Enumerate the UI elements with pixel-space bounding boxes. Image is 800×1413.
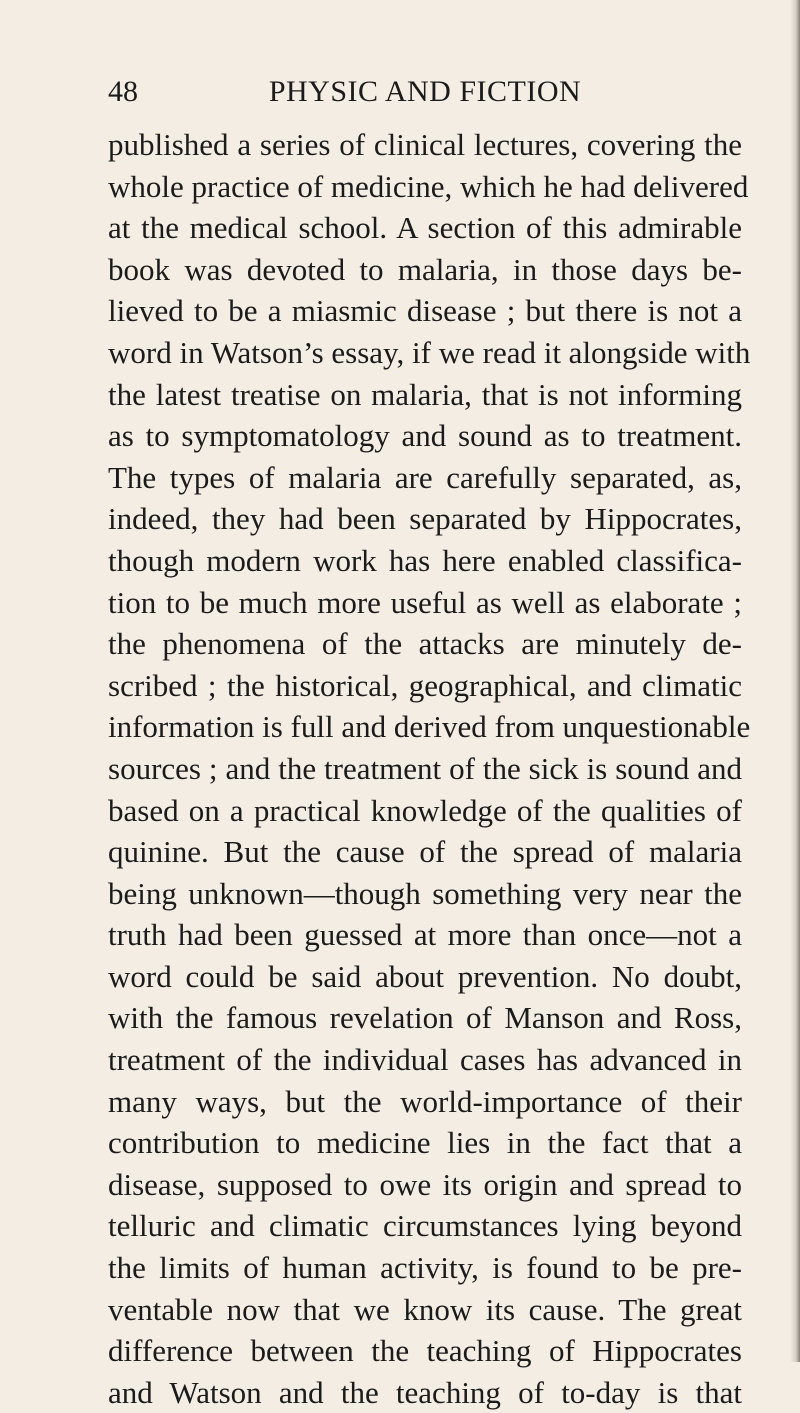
text-line: The types of malaria are carefully separated, as, bbox=[108, 459, 742, 495]
text-line: ventable now that we know its cause. The great bbox=[108, 1291, 742, 1327]
text-line: lieved to be a miasmic disease ; but there is not a bbox=[108, 293, 742, 329]
text-line: tion to be much more useful as well as elaborate ; bbox=[108, 584, 742, 620]
text-line: truth had been guessed at more than once—not a bbox=[108, 917, 742, 953]
text-line: word in Watson’s essay, if we read it alongside with bbox=[108, 334, 751, 370]
running-head: PHYSIC AND FICTION bbox=[268, 75, 582, 108]
text-line: whole practice of medicine, which he had delivered bbox=[108, 168, 749, 204]
text-line: sources ; and the treatment of the sick is sound and bbox=[108, 750, 742, 786]
text-line: disease, supposed to owe its origin and spread to bbox=[108, 1166, 742, 1202]
page-edge-shadow bbox=[790, 0, 800, 1362]
text-line: information is full and derived from unquestionable bbox=[108, 709, 751, 745]
text-line: many ways, but the world-importance of their bbox=[108, 1083, 742, 1119]
page-header bbox=[108, 72, 742, 112]
text-line: telluric and climatic circumstances lying beyond bbox=[108, 1208, 742, 1244]
page-number: 48 bbox=[108, 75, 138, 108]
text-line: indeed, they had been separated by Hippocrates, bbox=[108, 501, 742, 537]
text-line: and Watson and the teaching of to-day is that bbox=[108, 1374, 742, 1410]
text-line: at the medical school. A section of this admirable bbox=[108, 210, 742, 246]
text-line: published a series of clinical lectures, covering the bbox=[108, 127, 742, 162]
text-line: scribed ; the historical, geographical, and climatic bbox=[108, 667, 742, 703]
text-line: the latest treatise on malaria, that is not informing bbox=[108, 376, 742, 412]
body-text bbox=[108, 124, 751, 1413]
text-line: the limits of human activity, is found to be pre- bbox=[108, 1250, 742, 1286]
text-line: contribution to medicine lies in the fact that a bbox=[108, 1125, 742, 1161]
text-line: as to symptomatology and sound as to treatment. bbox=[108, 418, 742, 454]
text-line: word could be said about prevention. No doubt, bbox=[108, 958, 742, 994]
text-line: based on a practical knowledge of the qualities of bbox=[108, 792, 742, 828]
text-line: quinine. But the cause of the spread of malaria bbox=[108, 834, 742, 870]
text-line: the phenomena of the attacks are minutely de- bbox=[108, 626, 742, 662]
text-line: with the famous revelation of Manson and Ross, bbox=[108, 1000, 742, 1036]
text-line: being unknown—though something very near the bbox=[108, 875, 742, 911]
text-line: book was devoted to malaria, in those days be- bbox=[108, 251, 742, 287]
text-line: difference between the teaching of Hippocrates bbox=[108, 1333, 742, 1369]
text-line: treatment of the individual cases has advanced in bbox=[108, 1042, 742, 1078]
text-line: though modern work has here enabled classifica- bbox=[108, 542, 742, 578]
